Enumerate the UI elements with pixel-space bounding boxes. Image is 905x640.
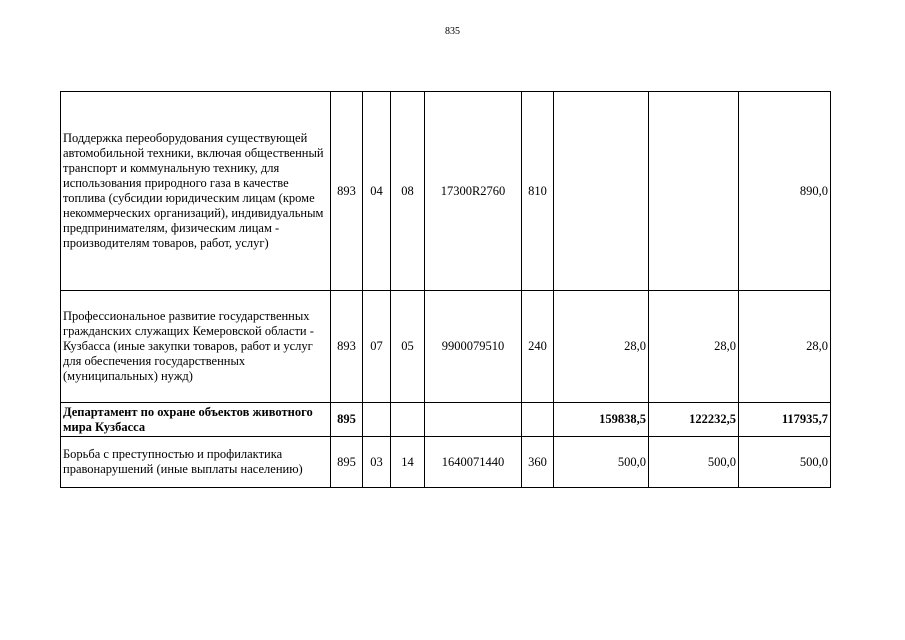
subsection-code: 08 — [391, 92, 425, 291]
expense-type: 360 — [522, 437, 554, 488]
page-number: 835 — [445, 26, 460, 37]
section-code — [363, 403, 391, 437]
sum-year-2: 122232,5 — [649, 403, 739, 437]
row-name: Департамент по охране объектов животного мира Кузбасса — [61, 403, 331, 437]
sum-year-1: 159838,5 — [554, 403, 649, 437]
target-article: 9900079510 — [425, 291, 522, 403]
target-article: 17300R2760 — [425, 92, 522, 291]
row-name: Поддержка переоборудования существующей автомобильной техники, включая общественный транспорт и коммунальную технику, для использования природного газа в качестве топлива (субсидии юридическим лицам (кроме некоммерческих организаций), индивидуальным предпринимателям, физическим лицам - производителям товаров, работ, услуг) — [61, 92, 331, 291]
sum-year-2 — [649, 92, 739, 291]
table-row — [61, 92, 831, 291]
row-name: Борьба с преступностью и профилактика правонарушений (иные выплаты населению) — [61, 437, 331, 488]
ministry-code: 893 — [331, 92, 363, 291]
sum-year-1 — [554, 92, 649, 291]
sum-year-2: 28,0 — [649, 291, 739, 403]
expense-type: 810 — [522, 92, 554, 291]
sum-year-3: 117935,7 — [739, 403, 831, 437]
target-article: 1640071440 — [425, 437, 522, 488]
expense-type: 240 — [522, 291, 554, 403]
subsection-code: 05 — [391, 291, 425, 403]
ministry-code: 895 — [331, 403, 363, 437]
sum-year-1: 500,0 — [554, 437, 649, 488]
section-code: 04 — [363, 92, 391, 291]
table-row — [61, 291, 831, 403]
sum-year-2: 500,0 — [649, 437, 739, 488]
budget-table — [60, 91, 831, 488]
section-code: 03 — [363, 437, 391, 488]
target-article — [425, 403, 522, 437]
sum-year-3: 500,0 — [739, 437, 831, 488]
expense-type — [522, 403, 554, 437]
sum-year-3: 28,0 — [739, 291, 831, 403]
subsection-code — [391, 403, 425, 437]
table-row — [61, 437, 831, 488]
section-code: 07 — [363, 291, 391, 403]
subsection-code: 14 — [391, 437, 425, 488]
ministry-code: 895 — [331, 437, 363, 488]
sum-year-3: 890,0 — [739, 92, 831, 291]
table-row — [61, 403, 831, 437]
sum-year-1: 28,0 — [554, 291, 649, 403]
ministry-code: 893 — [331, 291, 363, 403]
row-name: Профессиональное развитие государственных гражданских служащих Кемеровской области - Кузбасса (иные закупки товаров, работ и услуг для обеспечения государственных (муниципальных) нужд) — [61, 291, 331, 403]
